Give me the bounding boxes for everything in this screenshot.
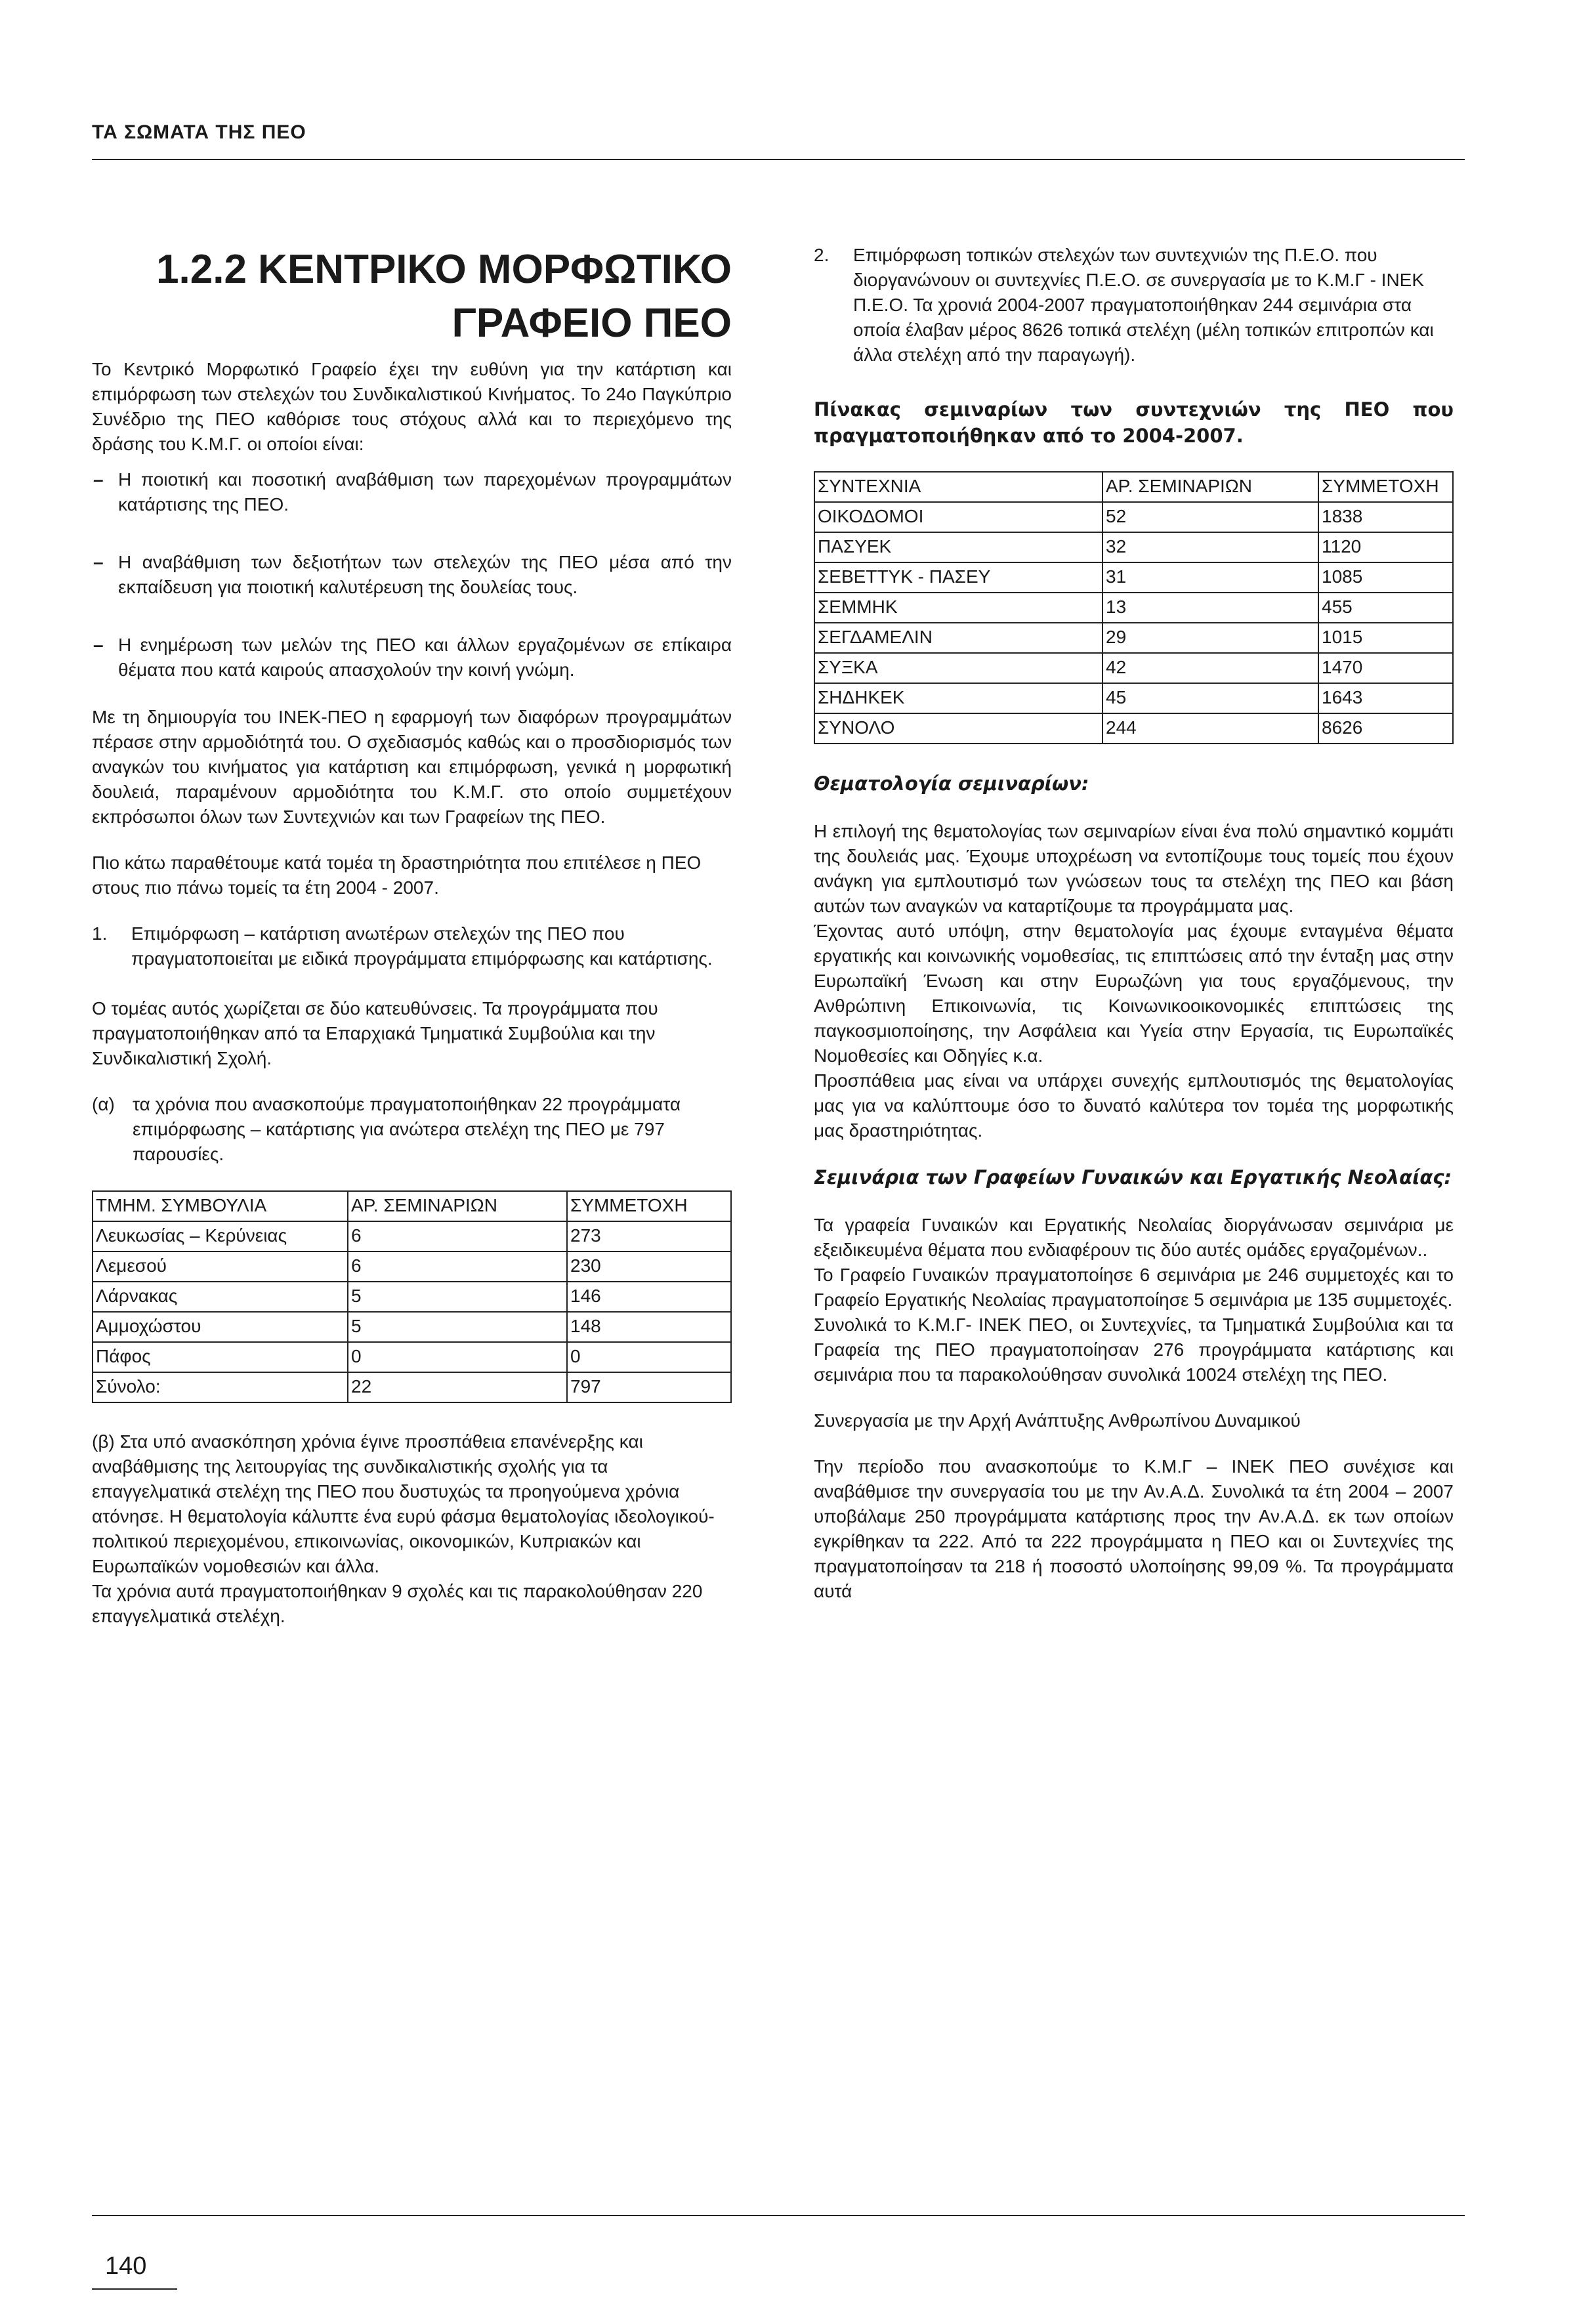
table-cell: Λευκωσίας – Κερύνειας bbox=[93, 1221, 348, 1251]
table-cell: 244 bbox=[1102, 713, 1318, 744]
item-text: Στα υπό ανασκόπηση χρόνια έγινε προσπάθεια επανένερξης και αναβάθμισης της λειτουργίας της συνδικαλιστικής σχολής για τα επαγγελματικά στελέχη της ΠΕΟ που δυστυχώς τα προηγούμενα χρόνια ατόνησε. Η θεματολογία κάλυπτε ένα ευρύ φάσμα θεματολογίας ιδεολογικού- πολιτικού περιεχομένου, επικοινωνίας, οικονομικών, Κυπριακών και Ευρωπαϊκών νομοθεσιών και άλλα. bbox=[92, 1431, 715, 1576]
thematology-paragraph-1: Η επιλογή της θεματολογίας των σεμιναρίων είναι ένα πολύ σημαντικό κομμάτι της δουλειάς μας. Έχουμε υποχρέωση να εντοπίζουμε τους τομείς που έχουν ανάγκη για εμπλουτισμό των γνώσεων τους τα στελέχη της ΠΕΟ και βάση αυτών των αναγκών να καταρτίζουμε τα προγράμματα μας. bbox=[814, 821, 1454, 916]
thematology-heading: Θεματολογία σεμιναρίων: bbox=[814, 772, 1089, 795]
intro-paragraph: Το Κεντρικό Μορφωτικό Γραφείο έχει την ευθύνη για την κατάρτιση και επιμόρφωση των στελεχών του Συνδικαλιστικού Κινήματος. Το 24ο Παγκύπριο Συνέδριο της ΠΕΟ καθόρισε τους στόχους αλλά και το περιεχόμενο της δράσης του Κ.Μ.Γ. οι οποίοι είναι: bbox=[92, 359, 732, 454]
numbered-item-1 bbox=[92, 921, 732, 971]
table-cell: 29 bbox=[1102, 623, 1318, 653]
item-text: τα χρόνια που ανασκοπούμε πραγματοποιήθηκαν 22 προγράμματα επιμόρφωσης – κατάρτισης για ανώτερα στελέχη της ΠΕΟ με 797 παρουσίες. bbox=[133, 1094, 681, 1164]
goals-list bbox=[92, 467, 732, 683]
table-cell: 0 bbox=[567, 1342, 731, 1372]
footer-rule bbox=[92, 2215, 1465, 2216]
table-cell: 8626 bbox=[1318, 713, 1453, 744]
table-cell: 1643 bbox=[1318, 683, 1453, 713]
running-header: ΤΑ ΣΩΜΑΤΑ ΤΗΣ ΠΕΟ bbox=[92, 121, 306, 143]
table-row bbox=[814, 502, 1453, 532]
table-row bbox=[93, 1342, 731, 1372]
table-cell: 146 bbox=[567, 1282, 731, 1312]
item-text: Επιμόρφωση τοπικών στελεχών των συντεχνιών της Π.Ε.Ο. που διοργανώνουν οι συντεχνίες Π.Ε.Ο. σε συνεργασία με το Κ.Μ.Γ - ΙΝΕΚ Π.Ε.Ο. Τα χρονιά 2004-2007 πραγματοποιήθηκαν 244 σεμινάρια στα οποία έλαβαν μέρος 8626 τοπικά στελέχη (μέλη τοπικών επιτροπών και άλλα στελέχη από την παραγωγή). bbox=[853, 245, 1434, 365]
thematology-paragraph-2: Έχοντας αυτό υπόψη, στην θεματολογία μας έχουμε ενταγμένα θέματα εργατικής και κοινωνικής νομοθεσίας, τις επιπτώσεις από την ένταξη μας στην Ευρωπαϊκή Ένωση και στην Ευρωζώνη για τους εργαζόμενους, την Ανθρώπινη Επικοινωνία, τις Κοινωνικοοικονομικές επιπτώσεις της παγκοσμιοποίησης, την Ασφάλεια και Υγεία στην Εργασία, τις Ευρωπαϊκές Νομοθεσίες και Οδηγίες κ.α. bbox=[814, 921, 1454, 1066]
table-cell: 273 bbox=[567, 1221, 731, 1251]
item-marker: 2. bbox=[814, 245, 830, 265]
dash-bullet-icon: – bbox=[93, 552, 104, 572]
table-cell: 1085 bbox=[1318, 562, 1453, 593]
table-row bbox=[814, 562, 1453, 593]
table-cell: ΣΥΝΟΛΟ bbox=[814, 713, 1102, 744]
column-header: ΑΡ. ΣΕΜΙΝΑΡΙΩΝ bbox=[1102, 472, 1318, 502]
unions-table bbox=[814, 471, 1454, 744]
table-row bbox=[814, 653, 1453, 683]
table-cell: 1120 bbox=[1318, 532, 1453, 562]
anad-paragraph: Την περίοδο που ανασκοπούμε το Κ.Μ.Γ – ΙΝΕΚ ΠΕΟ συνέχισε και αναβάθμισε την συνεργασία του με την Αν.Α.Δ. Συνολικά τα έτη 2004 – 2007 υποβάλαμε 250 προγράμματα κατάρτισης προς την Αν.Α.Δ. εκ των οποίων εγκρίθηκαν τα 222. Από τα 222 προγράμματα η ΠΕΟ και οι Συντεχνίες της πραγματοποίησαν τα 218 ή ποσοστό υλοποίησης 99,09 %. Τα προγράμματα αυτά bbox=[814, 1456, 1454, 1601]
table-row bbox=[814, 593, 1453, 623]
table-row bbox=[814, 623, 1453, 653]
table-cell: 230 bbox=[567, 1251, 731, 1282]
table-cell: 1470 bbox=[1318, 653, 1453, 683]
table-cell: ΠΑΣΥΕΚ bbox=[814, 532, 1102, 562]
councils-table bbox=[92, 1190, 732, 1403]
table-cell: ΣΕΜΜΗΚ bbox=[814, 593, 1102, 623]
table-row bbox=[93, 1251, 731, 1282]
table-row bbox=[93, 1312, 731, 1342]
table-row bbox=[93, 1282, 731, 1312]
inek-paragraph: Με τη δημιουργία του ΙΝΕΚ-ΠΕΟ η εφαρμογή των διαφόρων προγραμμάτων πέρασε στην αρμοδιότητά του. Ο σχεδιασμός καθώς και ο προσδιορισμός των αναγκών του κινήματος για κατάρτιση και επιμόρφωση, γενικά η μορφωτική δουλειά, παραμένουν αρμοδιότητα του Κ.Μ.Γ. στο οποίο συμμετέχουν εκπρόσωποι όλων των Συντεχνιών και των Γραφείων της ΠΕΟ. bbox=[92, 707, 732, 827]
item-text: Επιμόρφωση – κατάρτιση ανωτέρων στελεχών της ΠΕΟ που πραγματοποιείται με ειδικά προγράμματα επιμόρφωσης και κατάρτισης. bbox=[131, 923, 713, 969]
numbered-item-2 bbox=[814, 243, 1454, 368]
thematology-paragraph-3: Προσπάθεια μας είναι να υπάρχει συνεχής εμπλουτισμός της θεματολογίας μας για να καλύπτουμε όσο το δυνατό καλύτερα τον τομέα της μορφωτικής μας δραστηριότητας. bbox=[814, 1070, 1454, 1141]
item-marker: (α) bbox=[92, 1094, 115, 1114]
section-title bbox=[92, 243, 732, 350]
table-cell: ΣΗΔΗΚΕΚ bbox=[814, 683, 1102, 713]
item-text-continued: Τα χρόνια αυτά πραγματοποιήθηκαν 9 σχολές και τις παρακολούθησαν 220 επαγγελματικά στελέχη. bbox=[92, 1581, 703, 1626]
table-row bbox=[93, 1372, 731, 1402]
table-cell: 6 bbox=[348, 1251, 567, 1282]
page-number-underline bbox=[92, 2288, 177, 2290]
list-item: – Η αναβάθμιση των δεξιοτήτων των στελεχών της ΠΕΟ μέσα από την εκπαίδευση για ποιοτική καλυτέρευση της δουλείας τους. bbox=[92, 550, 732, 600]
table-cell: ΣΕΒΕΤΤΥΚ - ΠΑΣΕΥ bbox=[814, 562, 1102, 593]
left-column bbox=[92, 243, 732, 1652]
list-item: – Η ποιοτική και ποσοτική αναβάθμιση των παρεχομένων προγραμμάτων κατάρτισης της ΠΕΟ. bbox=[92, 467, 732, 517]
women-paragraph-2: Το Γραφείο Γυναικών πραγματοποίησε 6 σεμινάρια με 246 συμμετοχές και το Γραφείο Εργατικής Νεολαίας πραγματοποίησε 5 σεμινάρια με 135 συμμετοχές. bbox=[814, 1265, 1454, 1310]
women-youth-heading: Σεμινάρια των Γραφείων Γυναικών και Εργατικής Νεολαίας: bbox=[814, 1166, 1452, 1188]
column-header: ΣΥΝΤΕΧΝΙΑ bbox=[814, 472, 1102, 502]
table-cell: 45 bbox=[1102, 683, 1318, 713]
table-cell: Πάφος bbox=[93, 1342, 348, 1372]
item-marker: (β) bbox=[92, 1431, 115, 1452]
table-cell: ΣΕΓΔΑΜΕΛΙΝ bbox=[814, 623, 1102, 653]
column-header: ΤΜΗΜ. ΣΥΜΒΟΥΛΙΑ bbox=[93, 1191, 348, 1221]
table-cell: ΣΥΞΚΑ bbox=[814, 653, 1102, 683]
table-cell: 5 bbox=[348, 1312, 567, 1342]
table-cell: 0 bbox=[348, 1342, 567, 1372]
women-paragraph-1: Τα γραφεία Γυναικών και Εργατικής Νεολαίας διοργάνωσαν σεμινάρια με εξειδικευμένα θέματα που ενδιαφέρουν τις δύο αυτές ομάδες εργαζομένων.. bbox=[814, 1215, 1454, 1260]
column-header: ΣΥΜΜΕΤΟΧΗ bbox=[1318, 472, 1453, 502]
table-cell: 13 bbox=[1102, 593, 1318, 623]
dash-bullet-icon: – bbox=[93, 635, 104, 655]
table-row bbox=[93, 1221, 731, 1251]
table-cell: 148 bbox=[567, 1312, 731, 1342]
table-cell: 1015 bbox=[1318, 623, 1453, 653]
column-header: ΑΡ. ΣΕΜΙΝΑΡΙΩΝ bbox=[348, 1191, 567, 1221]
table-cell: 31 bbox=[1102, 562, 1318, 593]
table-cell: 797 bbox=[567, 1372, 731, 1402]
sector-paragraph: Ο τομέας αυτός χωρίζεται σε δύο κατευθύνσεις. Τα προγράμματα που πραγματοποιήθηκαν από τα Επαρχιακά Τμηματικά Συμβούλια και την Συνδικαλιστική Σχολή. bbox=[92, 998, 658, 1068]
item-marker: 1. bbox=[92, 923, 108, 944]
table-cell: 22 bbox=[348, 1372, 567, 1402]
table-row bbox=[814, 683, 1453, 713]
table-cell: 52 bbox=[1102, 502, 1318, 532]
table-cell: 32 bbox=[1102, 532, 1318, 562]
table-cell: 6 bbox=[348, 1221, 567, 1251]
sub-item-a bbox=[92, 1092, 732, 1167]
header-rule bbox=[92, 159, 1465, 160]
table-cell: 5 bbox=[348, 1282, 567, 1312]
table-cell: 42 bbox=[1102, 653, 1318, 683]
table-cell: 455 bbox=[1318, 593, 1453, 623]
section-title-line1: 1.2.2 ΚΕΝΤΡΙΚΟ ΜΟΡΦΩΤΙΚΟ bbox=[156, 247, 732, 292]
table-cell: Σύνολο: bbox=[93, 1372, 348, 1402]
list-item: – Η ενημέρωση των μελών της ΠΕΟ και άλλων εργαζομένων σε επίκαιρα θέματα που κατά καιρούς απασχολούν την κοινή γνώμη. bbox=[92, 633, 732, 683]
table-row bbox=[814, 713, 1453, 744]
dash-bullet-icon: – bbox=[93, 469, 104, 490]
table-cell: ΟΙΚΟΔΟΜΟΙ bbox=[814, 502, 1102, 532]
women-paragraph-3: Συνολικά το Κ.Μ.Γ- ΙΝΕΚ ΠΕΟ, οι Συντεχνίες, τα Τμηματικά Συμβούλια και τα Γραφεία της ΠΕΟ πραγματοποίησαν 276 προγράμματα κατάρτισης και σεμινάρια που τα παρακολούθησαν συνολικά 10024 στελέχη της ΠΕΟ. bbox=[814, 1314, 1454, 1385]
table-cell: Λάρνακας bbox=[93, 1282, 348, 1312]
page-number: 140 bbox=[105, 2252, 147, 2280]
table-caption: Πίνακας σεμιναρίων των συντεχνιών της ΠΕΟ που πραγματοποιήθηκαν από το 2004-2007. bbox=[814, 398, 1454, 447]
column-header: ΣΥΜΜΕΤΟΧΗ bbox=[567, 1191, 731, 1221]
table-header-row bbox=[93, 1191, 731, 1221]
table-header-row bbox=[814, 472, 1453, 502]
section-title-line2: ΓΡΑΦΕΙΟ ΠΕΟ bbox=[452, 301, 732, 346]
table-cell: Λεμεσού bbox=[93, 1251, 348, 1282]
table-row bbox=[814, 532, 1453, 562]
sub-item-b bbox=[92, 1429, 732, 1629]
right-column bbox=[814, 243, 1454, 1625]
table-cell: Αμμοχώστου bbox=[93, 1312, 348, 1342]
activity-intro-paragraph: Πιο κάτω παραθέτουμε κατά τομέα τη δραστηριότητα που επιτέλεσε η ΠΕΟ στους πιο πάνω τομείς τα έτη 2004 - 2007. bbox=[92, 852, 702, 898]
table-cell: 1838 bbox=[1318, 502, 1453, 532]
anad-heading: Συνεργασία με την Αρχή Ανάπτυξης Ανθρωπίνου Δυναμικού bbox=[814, 1410, 1301, 1431]
